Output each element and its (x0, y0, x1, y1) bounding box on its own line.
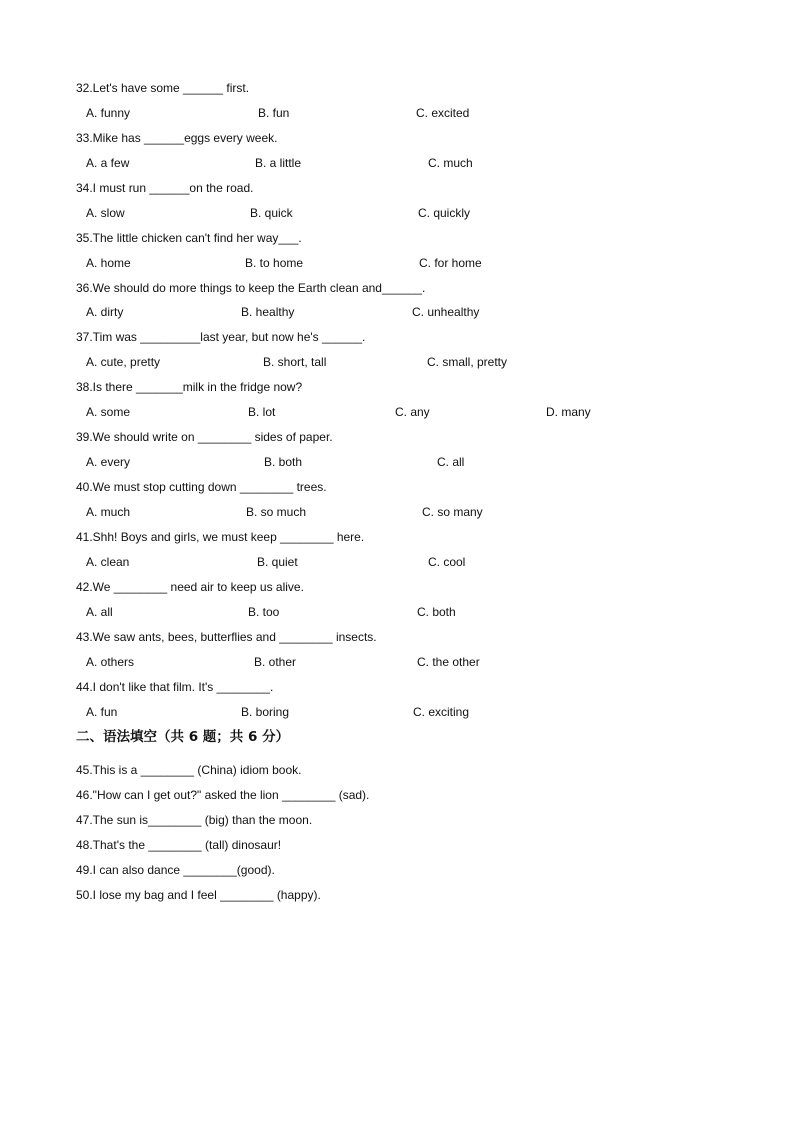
option-b: B. quiet (257, 555, 298, 569)
option-b: B. too (248, 605, 280, 619)
option-b: B. fun (258, 106, 290, 120)
question-stem: 35.The little chicken can't find her way___. (76, 231, 302, 245)
option-b: B. short, tall (263, 355, 327, 369)
option-c: C. much (428, 156, 473, 170)
option-a: A. all (86, 605, 113, 619)
option-d: D. many (546, 405, 591, 419)
option-c: C. any (395, 405, 430, 419)
option-b: B. boring (241, 705, 290, 719)
option-a: A. much (86, 505, 131, 519)
option-c: C. all (437, 455, 465, 469)
option-c: C. so many (422, 505, 483, 519)
option-b: B. so much (246, 505, 307, 519)
option-c: C. the other (417, 655, 480, 669)
question-stem: 32.Let's have some ______ first. (76, 81, 250, 95)
option-a: A. slow (86, 206, 125, 220)
fill-blank-item: 47.The sun is________ (big) than the moon. (76, 813, 313, 827)
option-c: C. excited (416, 106, 470, 120)
option-c: C. exciting (413, 705, 470, 719)
option-c: C. both (417, 605, 456, 619)
question-stem: 33.Mike has ______eggs every week. (76, 131, 278, 145)
option-a: A. dirty (86, 305, 124, 319)
option-a: A. clean (86, 555, 130, 569)
option-c: C. small, pretty (427, 355, 508, 369)
fill-blank-item: 50.I lose my bag and I feel ________ (happy). (76, 888, 321, 902)
option-a: A. cute, pretty (86, 355, 161, 369)
option-b: B. lot (248, 405, 276, 419)
fill-blank-item: 45.This is a ________ (China) idiom book. (76, 763, 302, 777)
question-stem: 43.We saw ants, bees, butterflies and ________ insects. (76, 630, 377, 644)
option-c: C. quickly (418, 206, 471, 220)
question-stem: 41.Shh! Boys and girls, we must keep ________ here. (76, 530, 365, 544)
option-a: A. a few (86, 156, 130, 170)
option-c: C. unhealthy (412, 305, 480, 319)
option-b: B. to home (245, 256, 304, 270)
question-stem: 34.I must run ______on the road. (76, 181, 254, 195)
fill-blank-item: 46."How can I get out?" asked the lion ________ (sad). (76, 788, 370, 802)
question-stem: 37.Tim was _________last year, but now he's ______. (76, 330, 366, 344)
section-title: 二、语法填空（共 6 题；共 6 分） (76, 729, 290, 745)
option-b: B. healthy (241, 305, 295, 319)
question-stem: 42.We ________ need air to keep us alive. (76, 580, 304, 594)
question-stem: 36.We should do more things to keep the Earth clean and______. (76, 281, 426, 295)
question-stem: 39.We should write on ________ sides of paper. (76, 430, 333, 444)
question-stem: 44.I don't like that film. It's ________. (76, 680, 274, 694)
option-a: A. some (86, 405, 131, 419)
option-a: A. every (86, 455, 131, 469)
option-c: C. for home (419, 256, 482, 270)
option-a: A. funny (86, 106, 131, 120)
option-a: A. fun (86, 705, 118, 719)
option-c: C. cool (428, 555, 466, 569)
option-b: B. other (254, 655, 297, 669)
fill-blank-item: 49.I can also dance ________(good). (76, 863, 275, 877)
question-stem: 40.We must stop cutting down ________ trees. (76, 480, 327, 494)
option-b: B. quick (250, 206, 293, 220)
option-a: A. others (86, 655, 135, 669)
option-b: B. a little (255, 156, 302, 170)
option-a: A. home (86, 256, 131, 270)
fill-blank-item: 48.That's the ________ (tall) dinosaur! (76, 838, 282, 852)
option-b: B. both (264, 455, 303, 469)
question-stem: 38.Is there _______milk in the fridge now? (76, 380, 303, 394)
